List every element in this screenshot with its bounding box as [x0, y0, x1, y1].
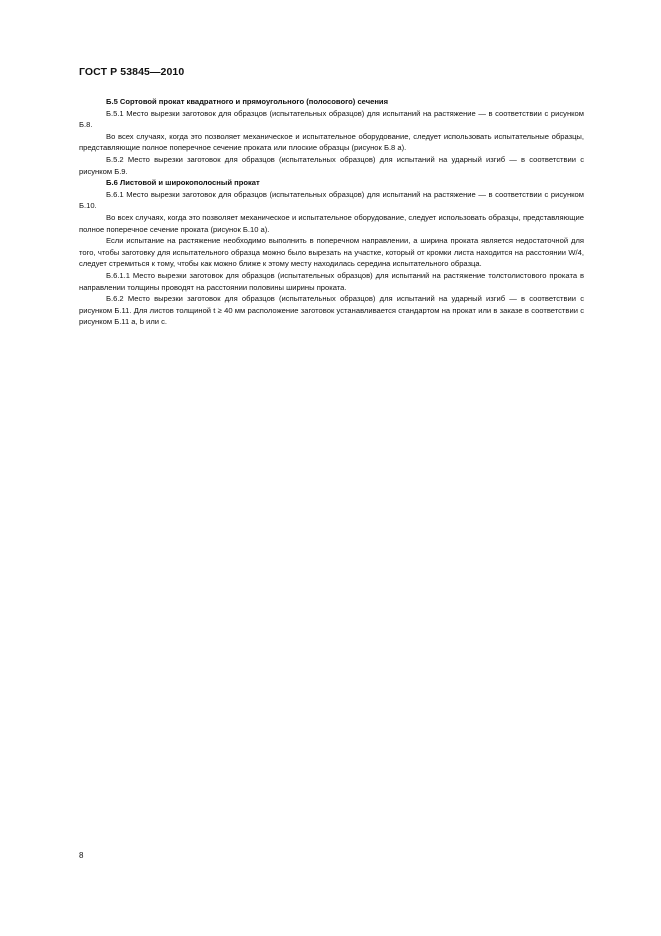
section-heading-b6: Б.6 Листовой и широкополосный прокат — [106, 178, 260, 188]
paragraph-b6-2: Б.6.2 Место вырезки заготовок для образцов (испытательных образцов) для испытаний на ударный изгиб — в соответствии с рисунком Б.11. Для листов толщиной t ≥ 40 мм расположение заготовок устанавливается стандартом на прокат или в заказе в соответствии с рисунком Б.11 a, b или c. — [79, 294, 584, 327]
paragraph-b5-1: Б.5.1 Место вырезки заготовок для образцов (испытательных образцов) для испытаний на растяжение — в соответствии с рисунком Б.8. — [79, 108, 584, 130]
page-number: 8 — [79, 851, 84, 860]
document-title: ГОСТ Р 53845—2010 — [79, 66, 185, 78]
paragraph-b6-1-1: Б.6.1.1 Место вырезки заготовок для образцов (испытательных образцов) для испытаний на растяжение толстолистового проката в направлении толщины проводят на расстоянии половины ширины проката. — [79, 270, 584, 292]
paragraph-b6-1-note: Во всех случаях, когда это позволяет механическое и испытательное оборудование, следует использовать образцы, представляющие полное поперечное сечение проката (рисунок Б.10 а). — [79, 212, 584, 234]
paragraph-b5-1-note: Во всех случаях, когда это позволяет механическое и испытательное оборудование, следует использовать испытательные образцы, представляющие полное поперечное сечение проката или плоские образцы (рисунок Б.8 а). — [79, 131, 584, 153]
section-heading-b5: Б.5 Сортовой прокат квадратного и прямоугольного (полосового) сечения — [106, 97, 389, 106]
paragraph-b6-1: Б.6.1 Место вырезки заготовок для образцов (испытательных образцов) для испытаний на растяжение — в соответствии с рисунком Б.10. — [79, 189, 584, 211]
document-body — [79, 96, 584, 328]
paragraph-b6-1-transverse: Если испытание на растяжение необходимо выполнить в поперечном направлении, а ширина проката является недостаточной для того, чтобы заготовку для испытательного образца можно было вырезать на участке, который от кромки листа находится на расстоянии W/4, следует стремиться к тому, чтобы как можно ближе к этому месту находилась середина испытательного образца. — [79, 236, 584, 269]
paragraph-b5-2: Б.5.2 Место вырезки заготовок для образцов (испытательных образцов) для испытаний на ударный изгиб — в соответствии с рисунком Б.9. — [79, 154, 584, 176]
